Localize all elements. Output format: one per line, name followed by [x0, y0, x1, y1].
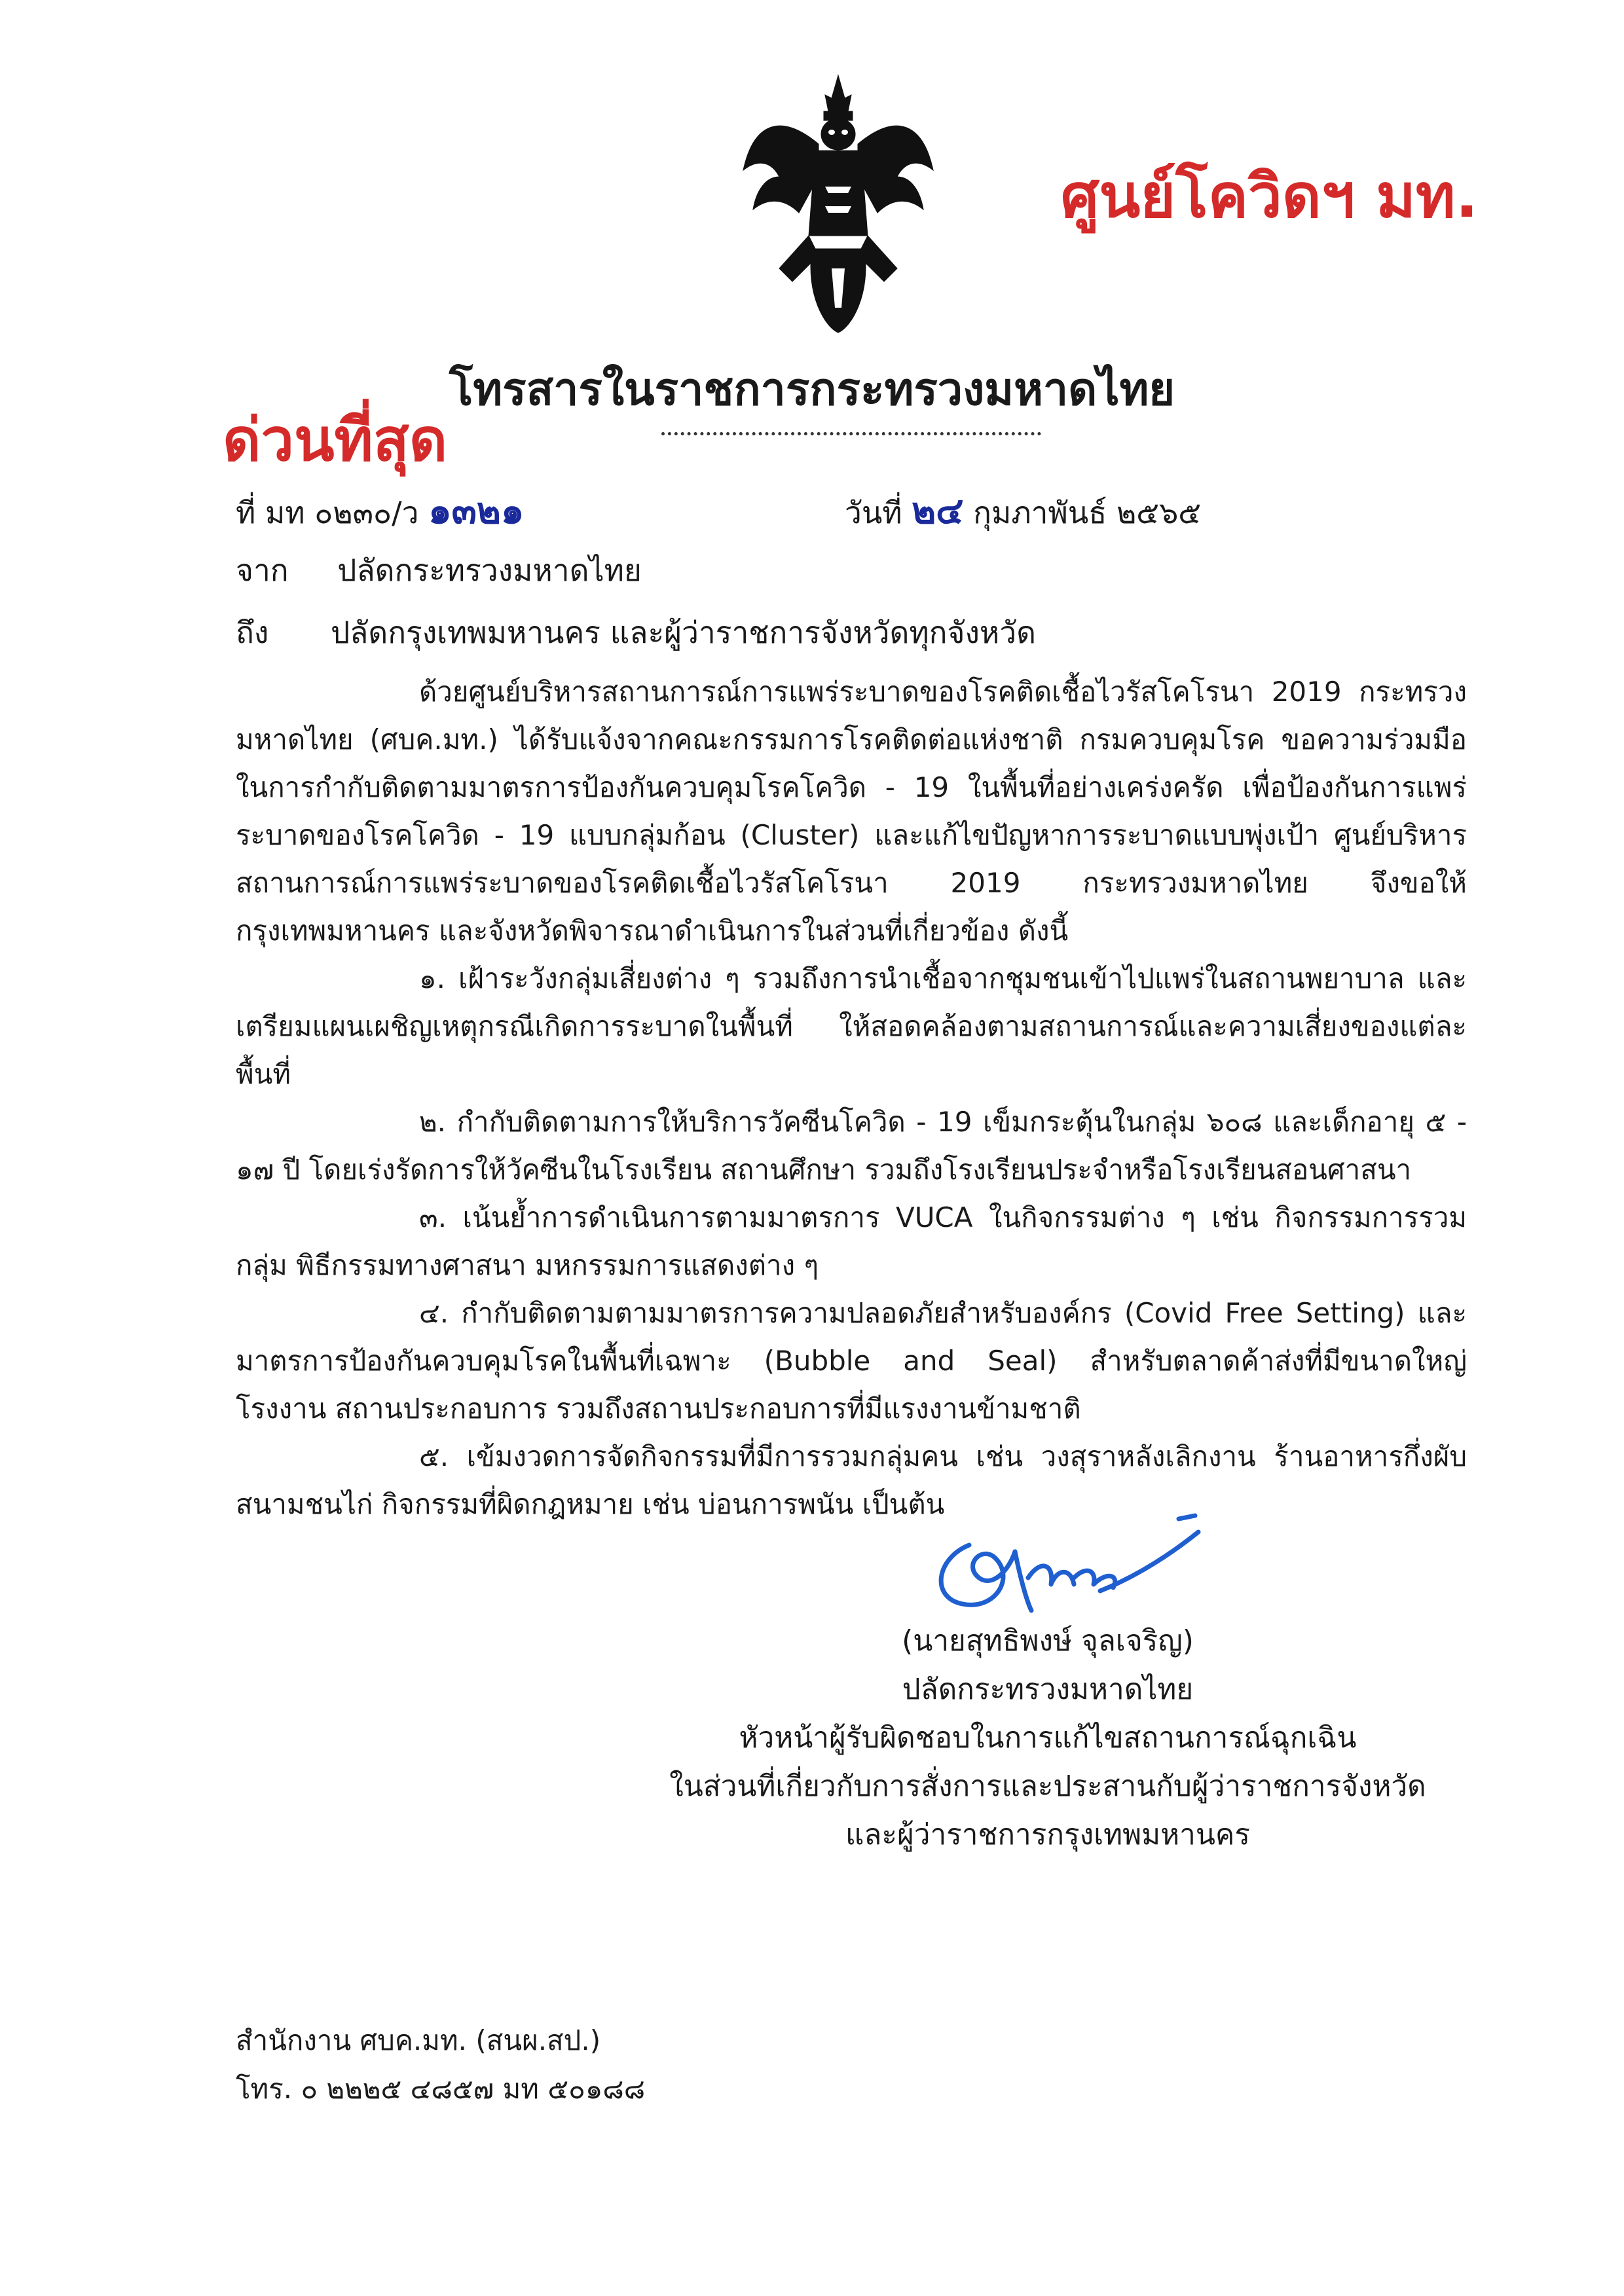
- urgency-stamp: ด่วนที่สุด: [223, 406, 448, 475]
- title-dotted-rule: [661, 419, 1041, 435]
- footer-phone: โทร. ๐ ๒๒๒๕ ๔๘๕๗ มท ๕๐๑๘๘: [236, 2073, 646, 2105]
- from-line: [236, 547, 642, 594]
- date-month-year: กุมภาพันธ์ ๒๕๖๕: [973, 495, 1202, 530]
- from-value: ปลัดกระทรวงมหาดไทย: [337, 553, 642, 588]
- signer-name: (นายสุทธิพงษ์ จุลเจริญ): [902, 1624, 1194, 1658]
- from-label: จาก: [236, 553, 289, 588]
- date-prefix: วันที่: [845, 495, 902, 530]
- signer-position-3: ในส่วนที่เกี่ยวกับการสั่งการและประสานกับผู้ว่าราชการจังหวัด: [669, 1770, 1426, 1803]
- body-text: [236, 668, 1467, 1528]
- item-4: ๔. กำกับติดตามตามมาตรการความปลอดภัยสำหรับองค์กร (Covid Free Setting) และมาตรการป้องกันควบคุมโรคในพื้นที่เฉพาะ (Bubble and Seal) สำหรับตลาดค้าส่งที่มีขนาดใหญ่ โรงงาน สถานประกอบการ รวมถึงสถานประกอบการที่มีแรงงานข้ามชาติ: [236, 1297, 1467, 1425]
- reference-number: [236, 481, 524, 539]
- item-3: ๓. เน้นย้ำการดำเนินการตามมาตรการ VUCA ในกิจกรรมต่าง ๆ เช่น กิจกรรมการรวมกลุ่ม พิธีกรรมทางศาสนา มหกรรมการแสดงต่าง ๆ: [236, 1201, 1467, 1281]
- date-day-handwritten: ๒๔: [912, 490, 964, 532]
- reference-number-handwritten: ๑๓๒๑: [428, 490, 525, 532]
- item-1: ๑. เฝ้าระวังกลุ่มเสี่ยงต่าง ๆ รวมถึงการนำเชื้อจากชุมชนเข้าไปแพร่ในสถานพยาบาล และเตรียมแผนเผชิญเหตุกรณีเกิดการระบาดในพื้นที่ ให้สอดคล้องตามสถานการณ์และความเสี่ยงของแต่ละพื้นที่: [236, 962, 1467, 1090]
- footer-office: สำนักงาน ศบค.มท. (สนผ.สป.): [236, 2024, 601, 2056]
- footer-contact: [236, 2016, 645, 2113]
- intro-paragraph: ด้วยศูนย์บริหารสถานการณ์การแพร่ระบาดของโรคติดเชื้อไวรัสโคโรนา 2019 กระทรวงมหาดไทย (ศบค.มท.) ได้รับแจ้งจากคณะกรรมการโรคติดต่อแห่งชาติ กรมควบคุมโรค ขอความร่วมมือในการกำกับติดตามมาตรการป้องกันควบคุมโรคโควิด - 19 ในพื้นที่อย่างเคร่งครัด เพื่อป้องกันการแพร่ระบาดของโรคโควิด - 19 แบบกลุ่มก้อน (Cluster) และแก้ไขปัญหาการระบาดแบบพุ่งเป้า ศูนย์บริหารสถานการณ์การแพร่ระบาดของโรคติดเชื้อไวรัสโคโรนา 2019 กระทรวงมหาดไทย จึงขอให้กรุงเทพมหานคร และจังหวัดพิจารณาดำเนินการในส่วนที่เกี่ยวข้อง ดังนี้: [236, 676, 1467, 947]
- reference-number-prefix: ที่ มท ๐๒๓๐/ว: [236, 495, 419, 530]
- document-title: โทรสารในราชการกระทรวงมหาดไทย: [449, 364, 1175, 416]
- signature-block: [589, 1617, 1506, 1859]
- to-line: [236, 609, 1036, 657]
- item-5: ๕. เข้มงวดการจัดกิจกรรมที่มีการรวมกลุ่มคน เช่น วงสุราหลังเลิกงาน ร้านอาหารกึ่งผับ สนามชนไก่ กิจกรรมที่ผิดกฎหมาย เช่น บ่อนการพนัน เป็นต้น: [236, 1440, 1467, 1520]
- signer-position-4: และผู้ว่าราชการกรุงเทพมหานคร: [845, 1818, 1250, 1851]
- signer-position-2: หัวหน้าผู้รับผิดชอบในการแก้ไขสถานการณ์ฉุกเฉิน: [739, 1721, 1357, 1755]
- covid-center-label: ศูนย์โควิดฯ มท.: [1061, 161, 1479, 231]
- signer-position-1: ปลัดกระทรวงมหาดไทย: [902, 1673, 1194, 1706]
- signature-scribble: [917, 1506, 1205, 1624]
- document-date: [845, 481, 1201, 539]
- item-2: ๒. กำกับติดตามการให้บริการวัคซีนโควิด - 19 เข็มกระตุ้นในกลุ่ม ๖๐๘ และเด็กอายุ ๕ - ๑๗ ปี โดยเร่งรัดการให้วัคซีนในโรงเรียน สถานศึกษา รวมถึงโรงเรียนประจำหรือโรงเรียนสอนศาสนา: [236, 1106, 1467, 1186]
- to-label: ถึง: [236, 615, 269, 650]
- garuda-emblem-icon: [740, 72, 936, 334]
- to-value: ปลัดกรุงเทพมหานคร และผู้ว่าราชการจังหวัดทุกจังหวัด: [330, 615, 1036, 650]
